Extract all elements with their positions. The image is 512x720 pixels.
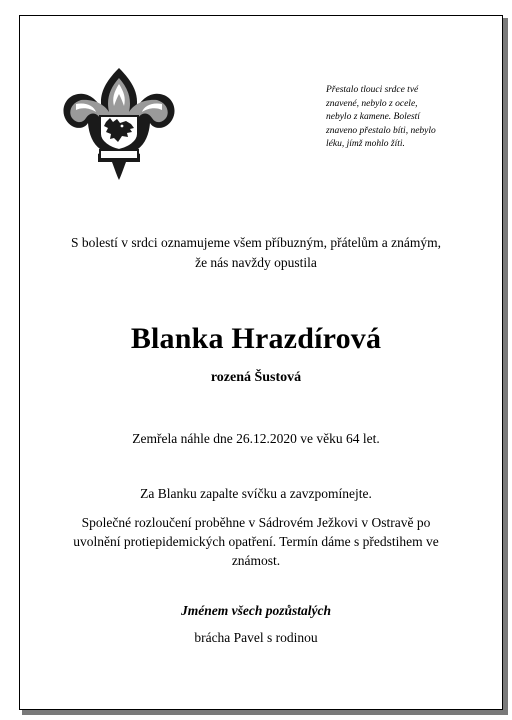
quote-line: Přestalo tlouci srdce tvé (326, 85, 419, 95)
quote-line: nebylo z kamene. Bolestí (326, 112, 420, 122)
signature: brácha Pavel s rodinou (194, 630, 318, 645)
on-behalf-line: Jménem všech pozůstalých (181, 603, 331, 618)
emblem-band (100, 150, 138, 159)
farewell-line-2: uvolnění protiepidemických opatření. Termín dáme s předstihem ve (73, 534, 439, 549)
farewell-notice (0, 513, 512, 570)
death-notice: Zemřela náhle dne 26.12.2020 ve věku 64 let. (132, 431, 380, 446)
scout-emblem-icon (60, 66, 178, 182)
announcement (0, 233, 512, 273)
deceased-name: Blanka Hrazdírová (130, 322, 382, 355)
farewell-line-1: Společné rozloučení proběhne v Sádrovém Ježkovi v Ostravě po (81, 515, 431, 530)
quote-line: léku, jímž mohlo žíti. (326, 139, 405, 149)
quote-line: znaveno přestalo bíti, nebylo (326, 125, 436, 136)
farewell-line-3: známost. (231, 553, 281, 568)
announcement-line-2: že nás navždy opustila (195, 255, 317, 270)
announcement-line-1: S bolestí v srdci oznamujeme všem příbuzným, přátelům a známým, (70, 235, 442, 250)
quote-line: znavené, nebylo z ocele, (326, 98, 418, 109)
maiden-name: rozená Šustová (210, 370, 302, 385)
candle-request: Za Blanku zapalte svíčku a zavzpomínejte. (140, 486, 372, 501)
memorial-quote (326, 84, 466, 152)
emblem-wolf-eye (121, 125, 124, 128)
